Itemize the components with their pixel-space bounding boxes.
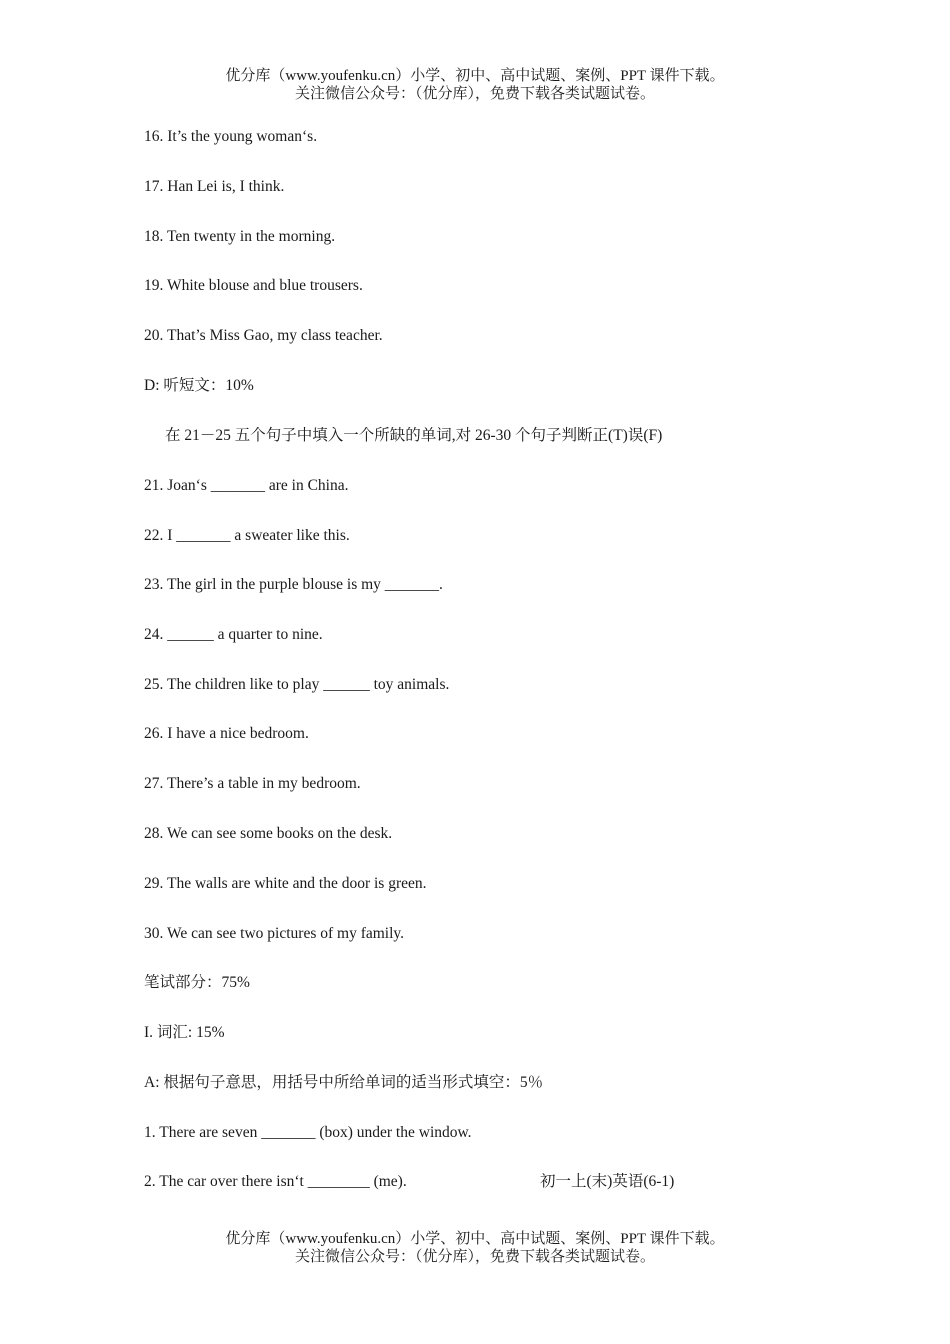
question-16: 16. It’s the young woman‘s. (144, 128, 318, 145)
question-17: 17. Han Lei is, I think. (144, 178, 285, 195)
question-26: 26. I have a nice bedroom. (144, 725, 309, 742)
question-21: 21. Joan‘s _______ are in China. (144, 477, 349, 494)
question-28: 28. We can see some books on the desk. (144, 825, 393, 842)
question-19: 19. White blouse and blue trousers. (144, 277, 363, 294)
question-20: 20. That’s Miss Gao, my class teacher. (144, 327, 383, 344)
question-18: 18. Ten twenty in the morning. (144, 228, 336, 245)
vocab-question-1: 1. There are seven _______ (box) under the window. (144, 1124, 472, 1141)
header-line-1: 优分库（www.youfenku.cn）小学、初中、高中试题、案例、PPT 课件下载。 (225, 68, 725, 84)
footer-line-1: 优分库（www.youfenku.cn）小学、初中、高中试题、案例、PPT 课件下载。 (225, 1231, 725, 1247)
written-part-heading: 笔试部分：75% (144, 974, 250, 991)
page-number-label: 初一上(末)英语(6-1) (540, 1173, 675, 1190)
section-d-instructions: 在 21－25 五个句子中填入一个所缺的单词,对 26-30 个句子判断正(T)误(F) (165, 427, 663, 444)
question-30: 30. We can see two pictures of my family. (144, 925, 405, 942)
question-22: 22. I _______ a sweater like this. (144, 527, 350, 544)
page-header (0, 67, 950, 103)
question-27: 27. There’s a table in my bedroom. (144, 775, 361, 792)
question-23: 23. The girl in the purple blouse is my _______. (144, 576, 443, 593)
section-a-instructions: A: 根据句子意思，用括号中所给单词的适当形式填空：5％ (144, 1074, 544, 1091)
question-25: 25. The children like to play ______ toy animals. (144, 676, 450, 693)
page-footer (0, 1230, 950, 1266)
footer-line-2: 关注微信公众号：（优分库），免费下载各类试题试卷。 (294, 1249, 655, 1265)
vocabulary-heading: I. 词汇: 15% (144, 1024, 225, 1041)
question-24: 24. ______ a quarter to nine. (144, 626, 323, 643)
section-d-heading: D: 听短文：10% (144, 377, 254, 394)
vocab-question-2: 2. The car over there isn‘t ________ (me). (144, 1173, 407, 1190)
question-29: 29. The walls are white and the door is green. (144, 875, 427, 892)
header-line-2: 关注微信公众号：（优分库），免费下载各类试题试卷。 (294, 86, 655, 102)
